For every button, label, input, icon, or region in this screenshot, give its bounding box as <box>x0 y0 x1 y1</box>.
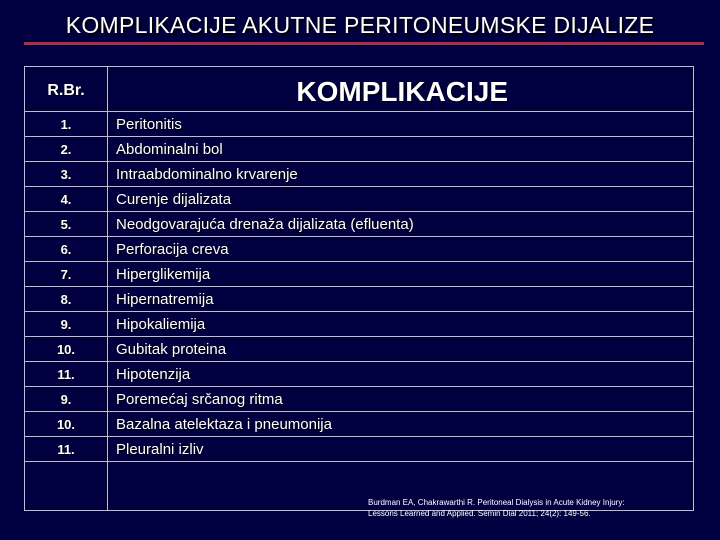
table-row <box>25 212 694 237</box>
row-text: Curenje dijalizata <box>108 187 694 212</box>
row-number: 11. <box>25 362 108 387</box>
row-number: 1. <box>25 112 108 137</box>
table-header-row <box>25 67 694 112</box>
complications-table <box>24 66 694 511</box>
row-number: 6. <box>25 237 108 262</box>
row-number: 3. <box>25 162 108 187</box>
row-number: 5. <box>25 212 108 237</box>
table-row <box>25 387 694 412</box>
table-row <box>25 187 694 212</box>
row-text: Hipernatremija <box>108 287 694 312</box>
title-divider <box>24 42 704 45</box>
row-number: 8. <box>25 287 108 312</box>
row-number: 7. <box>25 262 108 287</box>
row-number: 9. <box>25 387 108 412</box>
table-row <box>25 362 694 387</box>
table-row <box>25 437 694 462</box>
table-row <box>25 337 694 362</box>
row-text: Gubitak proteina <box>108 337 694 362</box>
row-text: Hipotenzija <box>108 362 694 387</box>
row-text: Abdominalni bol <box>108 137 694 162</box>
row-text: Perforacija creva <box>108 237 694 262</box>
table-row <box>25 137 694 162</box>
row-number: 10. <box>25 337 108 362</box>
row-text: Hipokaliemija <box>108 312 694 337</box>
row-number: 11. <box>25 437 108 462</box>
row-text: Poremećaj srčanog ritma <box>108 387 694 412</box>
header-complications: KOMPLIKACIJE <box>108 67 694 112</box>
table-row <box>25 312 694 337</box>
row-text: Bazalna atelektaza i pneumonija <box>108 412 694 437</box>
row-number: 10. <box>25 412 108 437</box>
slide-title: KOMPLIKACIJE AKUTNE PERITONEUMSKE DIJALIZE <box>65 12 655 38</box>
table-row <box>25 112 694 137</box>
row-text: Hiperglikemija <box>108 262 694 287</box>
header-number: R.Br. <box>25 67 108 112</box>
citation-line: Lessons Learned and Applied. Semin Dial 2011; 24(2): 149-56. <box>368 509 591 518</box>
row-number: 2. <box>25 137 108 162</box>
empty-cell <box>25 462 108 511</box>
row-number: 4. <box>25 187 108 212</box>
citation <box>368 497 708 519</box>
table-row <box>25 262 694 287</box>
citation-line: Burdman EA, Chakrawarthi R. Peritoneal Dialysis in Acute Kidney Injury: <box>368 498 625 507</box>
table-row <box>25 162 694 187</box>
row-text: Peritonitis <box>108 112 694 137</box>
table-row <box>25 237 694 262</box>
row-text: Neodgovarajuća drenaža dijalizata (efluenta) <box>108 212 694 237</box>
row-text: Pleuralni izliv <box>108 437 694 462</box>
row-text: Intraabdominalno krvarenje <box>108 162 694 187</box>
row-number: 9. <box>25 312 108 337</box>
table-row <box>25 412 694 437</box>
table-row <box>25 287 694 312</box>
